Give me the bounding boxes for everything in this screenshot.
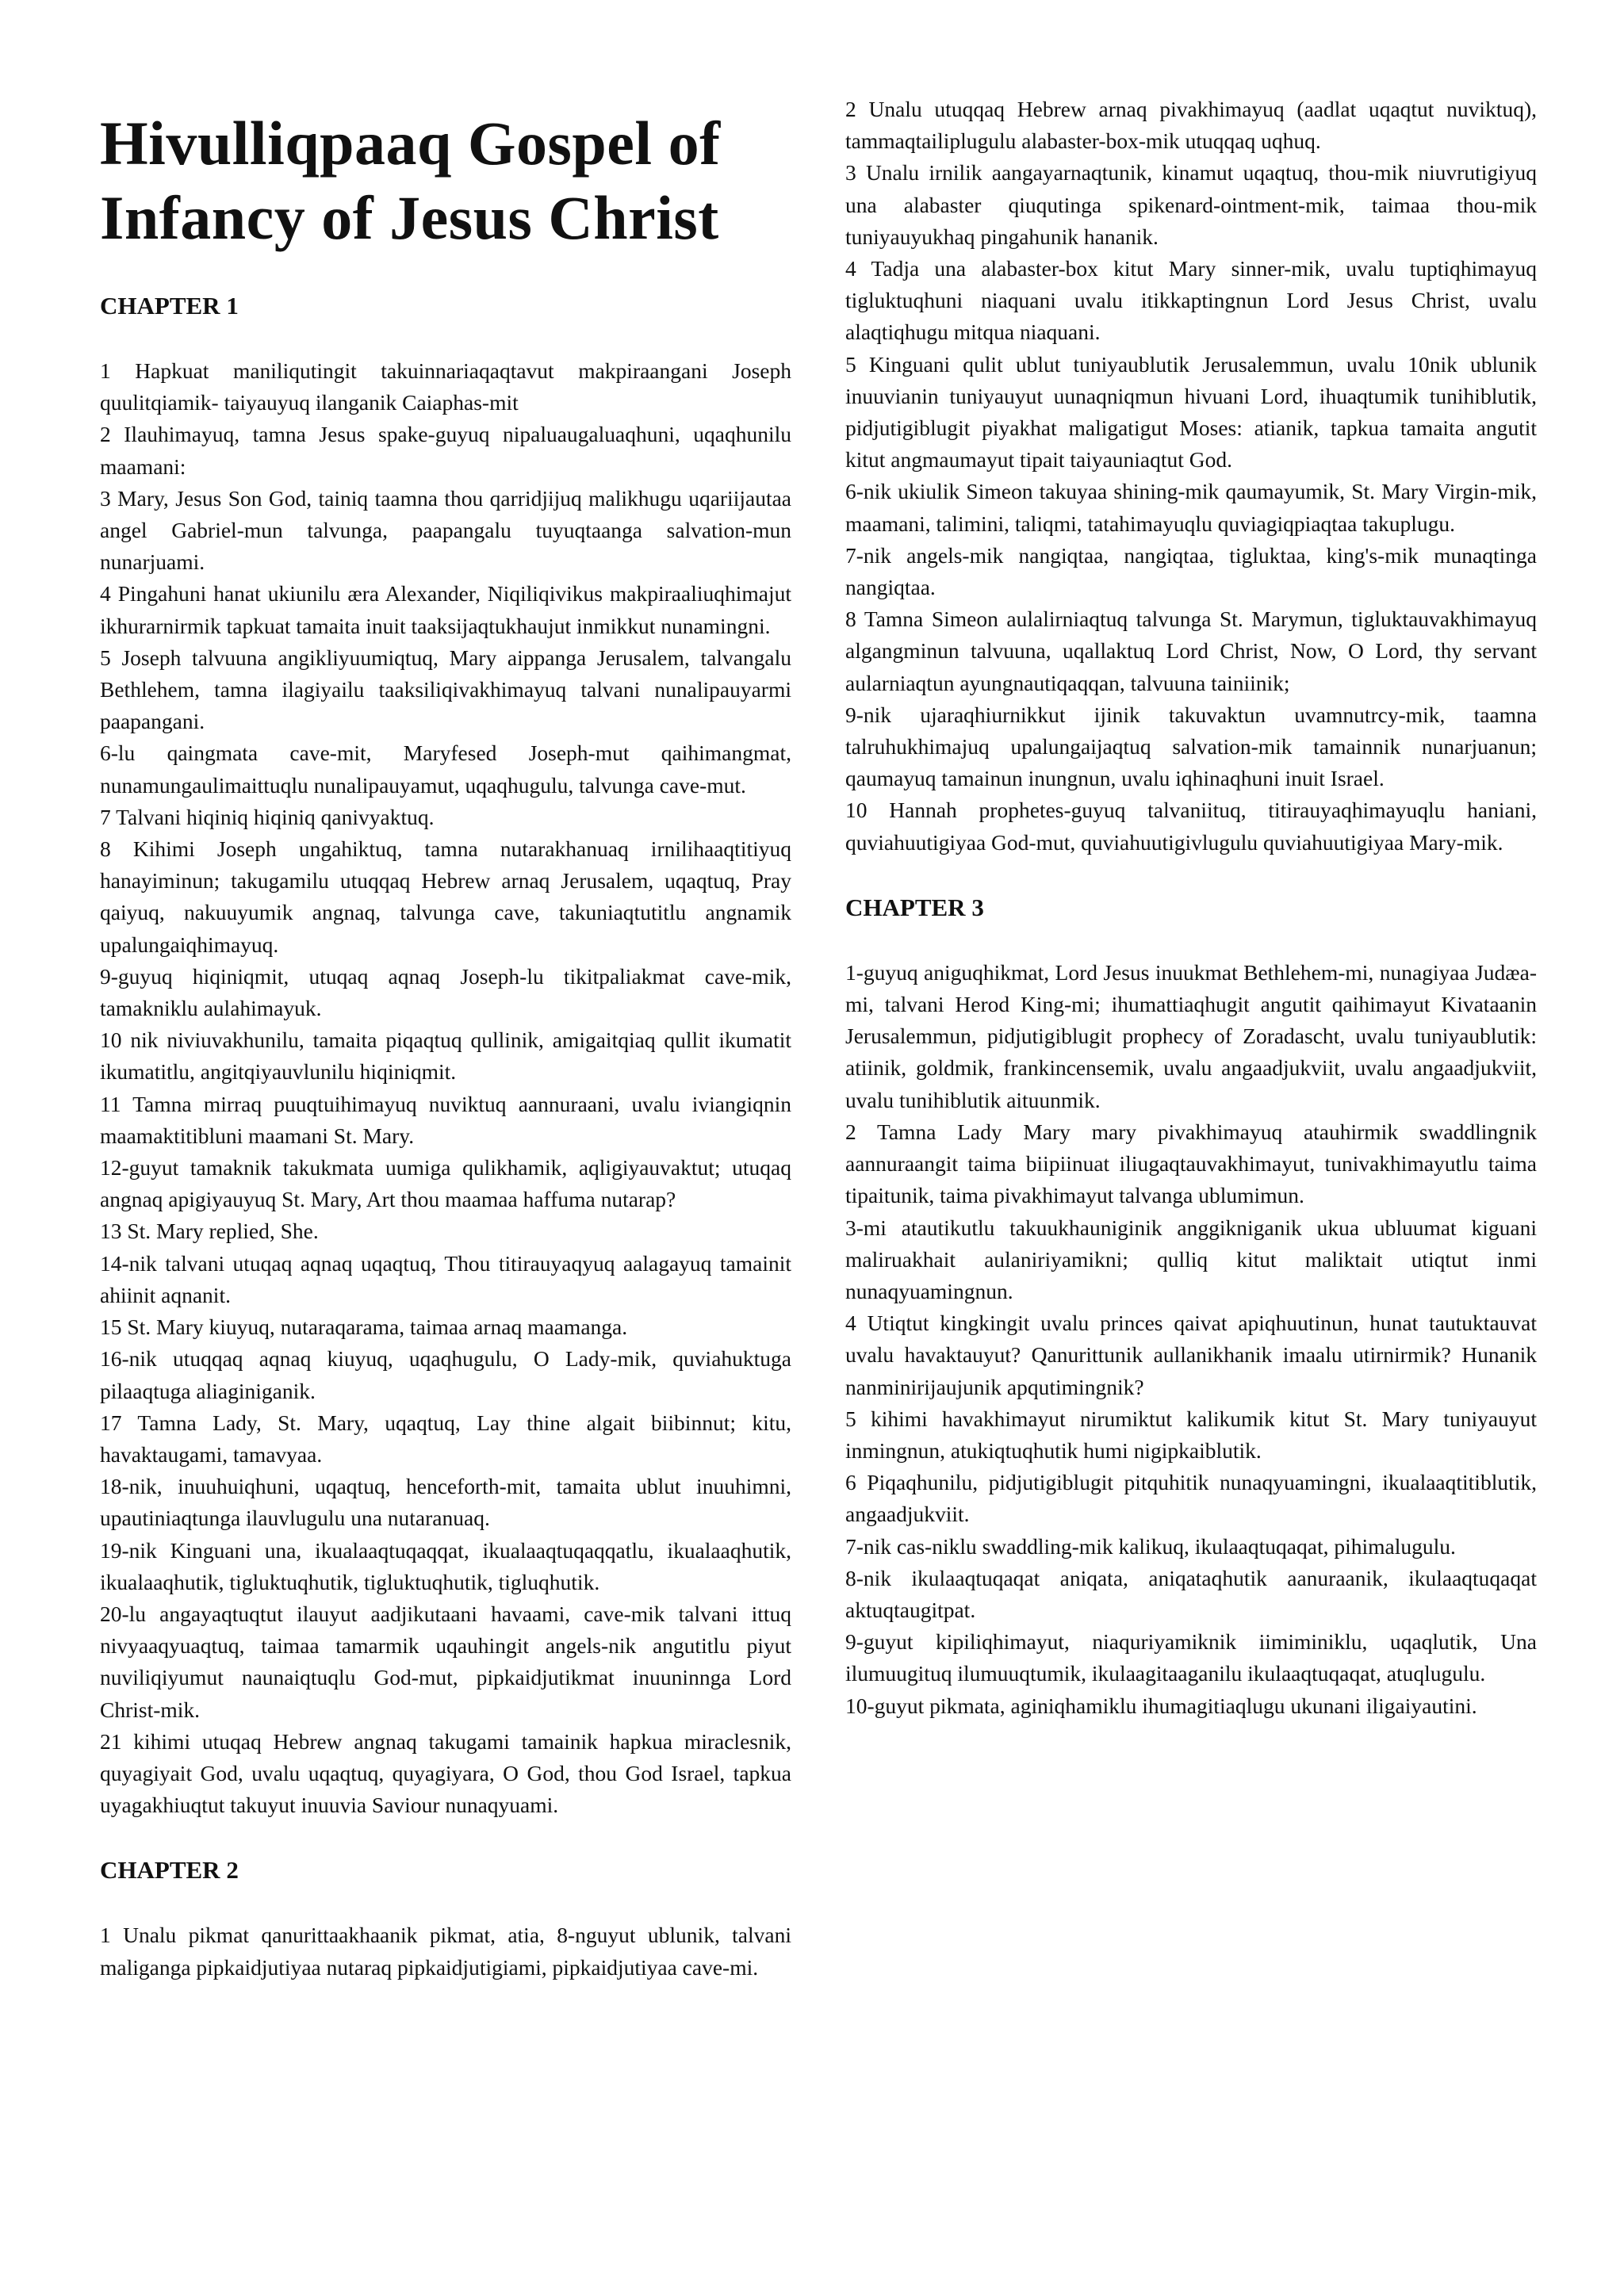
verse: 3 Unalu irnilik aangayarnaqtunik, kinamut uqaqtuq, thou-mik niuvrutigiyuq una alabaster qiuqutinga spikenard-ointment-mik, taimaa thou-mik tuniyauyukhaq pingahunik hananik.: [845, 160, 1537, 249]
verse: 7-nik angels-mik nangiqtaa, nangiqtaa, tigluktaa, king's-mik munaqtinga nangiqtaa.: [845, 542, 1537, 600]
verse: 4 Pingahuni hanat ukiunilu æra Alexander, Niqiliqivikus makpiraaliuqhimajut ikhurarnirmik tapkuat tamaita inuit taaksijaqtukhaujut inmikkut nunamingni.: [100, 581, 791, 638]
verse: 2 Ilauhimayuq, tamna Jesus spake-guyuq nipaluaugaluaqhuni, uqaqhunilu maamani:: [100, 422, 791, 479]
verse: 21 kihimi utuqaq Hebrew angnaq takugami tamainik hapkua miraclesnik, quyagiyait God, uvalu uqaqtuq, quyagiyara, O God, thou God Israel, tapkua uyagakhiuqtut takuyut inuuvia Saviour nunaqyuami.: [100, 1728, 791, 1818]
verse: 6 Piqaqhunilu, pidjutigiblugit pitquhitik nunaqyuamingni, ikualaaqtitiblutik, angaadjukviit.: [845, 1470, 1537, 1527]
verse: 9-guyuq hiqiniqmit, utuqaq aqnaq Joseph-lu tikitpaliakmat cave-mik, tamakniklu aulahimayuk.: [100, 963, 791, 1021]
verse: 17 Tamna Lady, St. Mary, uqaqtuq, Lay thine algait biibinnut; kitu, havaktaugami, tamavyaa.: [100, 1410, 791, 1467]
verse: 13 St. Mary replied, She.: [100, 1219, 319, 1244]
verse: 4 Tadja una alabaster-box kitut Mary sinner-mik, uvalu tuptiqhimayuq tigluktuqhuni niaquani uvalu itikkaptingnun Lord Jesus Christ, uvalu alaqtiqhugu mitqua niaquani.: [845, 256, 1537, 345]
verse: 6-nik ukiulik Simeon takuyaa shining-mik qaumayumik, St. Mary Virgin-mik, maamani, talimini, taliqmi, tatahimayuqlu quviagiqpiaqtaa takuplugu.: [845, 479, 1537, 536]
verse: 5 Kinguani qulit ublut tuniyaublutik Jerusalemmun, uvalu 10nik ublunik inuuvianin tuniyauyut uunaqniqmun hivuani Lord, ihuaqtumik tunihiblutik, pidjutigiblugit piyakhat maligatigut Moses: atianik, tapkua tamaita angutit kitut angmaumayut tipait taiyauniaqtut God.: [845, 351, 1537, 473]
verse: 1 Hapkuat maniliqutingit takuinnariaqaqtavut makpiraangani Joseph quulitqiamik- taiyauyuq ilanganik Caiaphas-mit: [100, 358, 791, 415]
verse: 2 Tamna Lady Mary mary pivakhimayuq atauhirmik swaddlingnik aannuraangit taima biipiinuat iliugaqtauvakhimayut, tunivakhimayutlu taima tipaitunik, taima pivakhimayut talvanga ublumimun.: [845, 1119, 1537, 1208]
verse: 11 Tamna mirraq puuqtuihimayuq nuviktuq aannuraani, uvalu iviangiqnin maamaktitibluni maamani St. Mary.: [100, 1091, 791, 1148]
verse: 12-guyut tamaknik takukmata uumiga qulikhamik, aqligiyauvaktut; utuqaq angnaq apigiyauyuq St. Mary, Art thou maamaa haffuma nutarap?: [100, 1155, 791, 1212]
verse: 8 Tamna Simeon aulalirniaqtuq talvunga St. Marymun, tigluktauvakhimayuq algangminun talvuuna, uqallaktuq Lord Christ, Now, O Lord, thy servant aularniaqtun ayungnautiqaqqan, talvuuna tainiinik;: [845, 607, 1537, 695]
verse: 4 Utiqtut kingkingit uvalu princes qaivat apiqhuutinun, hunat tautuktauvat uvalu havaktauyut? Qanurittunik aullanikhanik imaalu utirnirmik? Hunanik nanminirijaujunik apqutimingnik?: [845, 1311, 1537, 1399]
chapter-3-heading: CHAPTER 3: [845, 893, 984, 921]
verse: 1-guyuq aniguqhikmat, Lord Jesus inuukmat Bethlehem-mi, nunagiyaa Judæa-mi, talvani Herod King-mi; ihumattiaqhugit angutit qaihimayut Kivataanin Jerusalemmun, pidjutigiblugit prophecy of Zoradascht, uvalu tuniyaublutik: atiinik, goldmik, frankincensemik, uvalu angaadjukviit, uvalu angaadjukviit, uvalu tunihiblutik aituunmik.: [845, 959, 1537, 1112]
verse: 19-nik Kinguani una, ikualaaqtuqaqqat, ikualaaqtuqaqqatlu, ikualaaqhutik, ikualaaqhutik, tigluktuqhutik, tigluktuqhutik, tigluqhutik.: [100, 1537, 791, 1594]
verse: 20-lu angayaqtuqtut ilauyut aadjikutaani havaami, cave-mik talvani ittuq nivyaaqyuaqtuq, taimaa tamarmik uqauhingit angels-nik angutitlu piyut nuviliqiyumut naunaiqtuqlu God-mut, pipkaidjutikmat inuuninnga Lord Christ-mik.: [100, 1601, 791, 1722]
verse: 9-nik ujaraqhiurnikkut ijinik takuvaktun uvamnutrcy-mik, taamna talruhukhimajuq upalungaijaqtuq salvation-mik tamainnik nunarjuanun; qaumayuq tamainun inungnun, uvalu iqhinaqhuni inuit Israel.: [845, 702, 1537, 791]
document-title: Hivulliqpaaq Gospel of Infancy of Jesus Christ: [100, 109, 721, 252]
verse: 9-guyut kipiliqhimayut, niaquriyamiknik iimiminiklu, uqaqlutik, Una ilumuugituq ilumuuqtumik, ikulaagitaaganilu ikulaaqtuqaqat, atuqlugulu.: [845, 1629, 1537, 1686]
verse: 15 St. Mary kiuyuq, nutaraqarama, taimaa arnaq maamanga.: [100, 1314, 628, 1340]
verse: 2 Unalu utuqqaq Hebrew arnaq pivakhimayuq (aadlat uqaqtut nuviktuq), tammaqtailiplugulu alabaster-box-mik utuqqaq uqhuq.: [845, 97, 1537, 154]
left-column: [100, 94, 791, 1984]
verse: 10 Hannah prophetes-guyuq talvaniituq, titirauyaqhimayuqlu haniani, quviahuutigiyaa God-mut, quviahuutigivlugulu quviahuutigiyaa Mary-mik.: [845, 798, 1537, 855]
verse: 8-nik ikulaaqtuqaqat aniqata, aniqataqhutik aanuraanik, ikulaaqtuqaqat aktuqtaugitpat.: [845, 1565, 1537, 1622]
verse: 18-nik, inuuhuiqhuni, uqaqtuq, henceforth-mit, tamaita ublut inuuhimni, upautiniaqtunga ilauvlugulu una nutaranuaq.: [100, 1474, 791, 1531]
verse: 6-lu qaingmata cave-mit, Maryfesed Joseph-mut qaihimangmat, nunamungaulimaittuqlu nunalipauyamut, uqaqhugulu, talvunga cave-mut.: [100, 740, 791, 798]
verse: 3-mi atautikutlu takuukhauniginik anggikniganik ukua ubluumat kiguani maliruakhait aulaniriyamikni; qulliq kitut maliktait utiqtut inmi nunaqyuamingnun.: [845, 1215, 1537, 1303]
verse: 14-nik talvani utuqaq aqnaq uqaqtuq, Thou titirauyaqyuq aalagayuq tamainit ahiinit aqnanit.: [100, 1250, 791, 1307]
verse: 5 kihimi havakhimayut nirumiktut kalikumik kitut St. Mary tuniyauyut inmingnun, atukiqtuqhutik humi nigipkaiblutik.: [845, 1406, 1537, 1463]
verse: 7 Talvani hiqiniq hiqiniq qanivyaktuq.: [100, 804, 435, 829]
verse: 5 Joseph talvuuna angikliyuumiqtuq, Mary aippanga Jerusalem, talvangalu Bethlehem, tamna ilagiyailu taaksiliqivakhimayuq talvani nunalipauyarmi paapangani.: [100, 645, 791, 734]
chapter-1-heading: CHAPTER 1: [100, 292, 239, 320]
verse: 1 Unalu pikmat qanurittaakhaanik pikmat, atia, 8-nguyut ublunik, talvani maliganga pipkaidjutiyaa nutaraq pipkaidjutigiami, pipkaidjutiyaa cave-mi.: [100, 1923, 791, 1980]
right-column: [845, 94, 1537, 1722]
verse: 10-guyut pikmata, aginiqhamiklu ihumagitiaqlugu ukunani iligaiyautini.: [845, 1693, 1477, 1718]
verse: 16-nik utuqqaq aqnaq kiuyuq, uqaqhugulu, O Lady-mik, quviahuktuga pilaaqtuga aliaginiganik.: [100, 1346, 791, 1403]
verse: 7-nik cas-niklu swaddling-mik kalikuq, ikulaaqtuqaqat, pihimalugulu.: [845, 1533, 1456, 1559]
chapter-2-heading: CHAPTER 2: [100, 1856, 239, 1885]
verse: 8 Kihimi Joseph ungahiktuq, tamna nutarakhanuaq irnilihaaqtitiyuq hanayiminun; takugamilu utuqqaq Hebrew arnaq Jerusalem, uqaqtuq, Pray qaiyuq, nakuuyumik angnaq, talvunga cave, takuniaqtutitlu angnamik upalungaiqhimayuq.: [100, 836, 791, 957]
verse: 3 Mary, Jesus Son God, tainiq taamna thou qarridjijuq malikhugu uqariijautaa angel Gabriel-mun talvunga, paapangalu tuyuqtaanga salvation-mun nunarjuami.: [100, 485, 791, 575]
verse: 10 nik niviuvakhunilu, tamaita piqaqtuq qullinik, amigaitqiaq qullit ikumatit ikumatitlu, angitqiyauvlunilu hiqiniqmit.: [100, 1027, 791, 1085]
